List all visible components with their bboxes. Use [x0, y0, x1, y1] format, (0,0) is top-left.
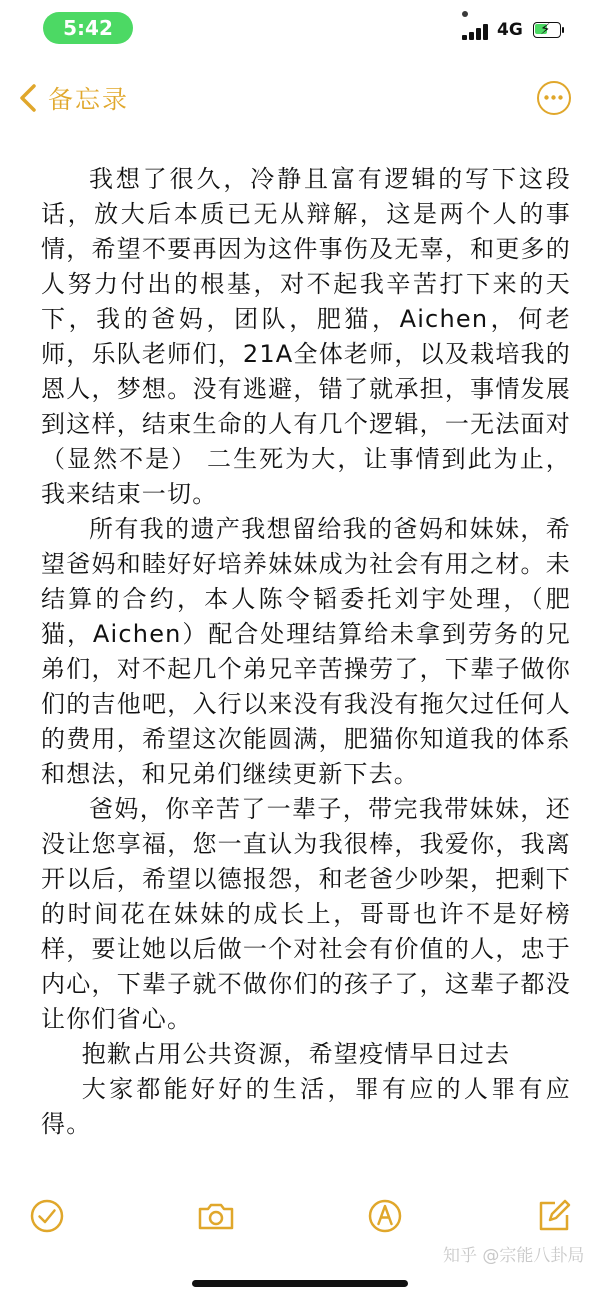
- home-indicator[interactable]: [192, 1280, 408, 1287]
- more-button[interactable]: [537, 81, 571, 115]
- note-paragraph: 所有我的遗产我想留给我的爸妈和妹妹，希望爸妈和睦好好培养妹妹成为社会有用之材。未结算的合约，本人陈令韬委托刘宇处理，（肥猫，Aichen）配合处理结算给未拿到劳务的兄弟们，对不起几个弟兄辛苦操劳了，下辈子做你们的吉他吧，入行以来没有我没有拖欠过任何人的费用，希望这次能圆满，肥猫你知道我的体系和想法，和兄弟们继续更新下去。: [41, 515, 571, 788]
- ellipsis-icon: [539, 83, 568, 112]
- compose-button[interactable]: [533, 1195, 575, 1237]
- battery-icon: ⚡: [533, 22, 563, 38]
- signal-icon: [462, 24, 490, 40]
- markup-button[interactable]: [364, 1195, 406, 1237]
- checklist-button[interactable]: [26, 1195, 68, 1237]
- note-paragraph: 抱歉占用公共资源，希望疫情早日过去: [81, 1040, 511, 1068]
- watermark: 知乎 @宗能八卦局: [443, 1246, 585, 1266]
- status-time[interactable]: 5:42: [43, 12, 133, 44]
- compose-icon: [533, 1195, 575, 1237]
- note-paragraph: 我想了很久，冷静且富有逻辑的写下这段话，放大后本质已无从辩解，这是两个人的事情，希望不要再因为这件事伤及无辜，和更多的人努力付出的根基，对不起我辛苦打下来的天下，我的爸妈，团队，肥猫，Aichen，何老师，乐队老师们，21A全体老师，以及栽培我的恩人，梦想。没有逃避，错了就承担，事情发展到这样，结束生命的人有几个逻辑，一无法面对（显然不是） 二生死为大，让事情到此为止，我来结束一切。: [41, 165, 571, 508]
- camera-button[interactable]: [195, 1195, 237, 1237]
- camera-icon: [195, 1195, 237, 1237]
- note-body[interactable]: [41, 162, 571, 1142]
- note-paragraph: 大家都能好好的生活，罪有应的人罪有应得。: [41, 1075, 571, 1138]
- back-button[interactable]: [16, 80, 129, 116]
- nav-bar: [0, 70, 600, 126]
- markup-icon: [364, 1195, 406, 1237]
- bottom-toolbar: [0, 1195, 600, 1245]
- checklist-icon: [26, 1195, 68, 1237]
- back-label: 备忘录: [48, 85, 130, 114]
- location-icon: [462, 11, 468, 17]
- status-bar: [0, 0, 600, 60]
- network-type: 4G: [497, 20, 523, 40]
- note-paragraph: 爸妈，你辛苦了一辈子，带完我带妹妹，还没让您享福，您一直认为我很棒，我爱你，我离开以后，希望以德报怨，和老爸少吵架，把剩下的时间花在妹妹的成长上，哥哥也许不是好榜样，要让她以后做一个对社会有价值的人，忠于内心，下辈子就不做你们的孩子了，这辈子都没让你们省心。: [41, 795, 571, 1033]
- chevron-left-icon: [16, 81, 42, 115]
